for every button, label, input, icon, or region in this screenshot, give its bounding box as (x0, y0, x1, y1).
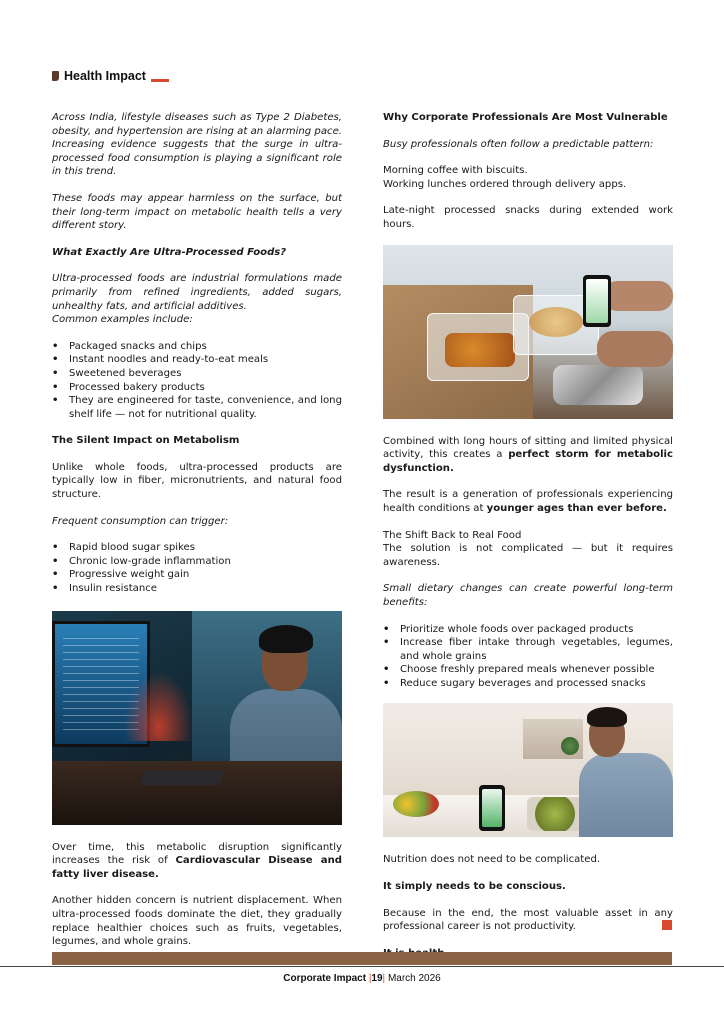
issue-date: March 2026 (387, 973, 441, 984)
section-header (52, 66, 169, 86)
list-item: • They are engineered for taste, convenience, and long shelf life — not for nutritional quality. (69, 394, 342, 421)
upf-definition: Ultra-processed foods are industrial formulations made primarily from refined ingredients, added sugars, unhealthy fats, and artificial additives. (52, 273, 342, 312)
harmless-paragraph: These foods may appear harmless on the surface, but their long-term impact on metabolic health tells a very different story. (52, 192, 342, 232)
section-underline (151, 79, 169, 82)
left-column (52, 111, 342, 962)
section-marker-icon (52, 71, 59, 81)
triggers-intro: Frequent consumption can trigger: (52, 515, 229, 527)
list-item: • Chronic low-grade inflammation (69, 555, 342, 569)
list-item: • Sweetened beverages (69, 367, 342, 381)
healthy-meal-photo (383, 703, 673, 837)
metabolism-heading: The Silent Impact on Metabolism (52, 435, 240, 447)
list-item: • Reduce sugary beverages and processed snacks (400, 677, 673, 691)
right-column (383, 111, 673, 973)
pattern-intro: Busy professionals often follow a predictable pattern: (383, 138, 654, 150)
list-item: • Insulin resistance (69, 582, 342, 596)
list-item: • Instant noodles and ready-to-eat meals (69, 353, 342, 367)
footer-rule (0, 966, 724, 967)
whole-foods-paragraph: Unlike whole foods, ultra-processed products are typically low in fiber, micronutrients, and natural food structure. (52, 461, 342, 501)
list-item: • Progressive weight gain (69, 568, 342, 582)
list-item: • Increase fiber intake through vegetables, legumes, and whole grains (400, 636, 673, 663)
triggers-list (52, 541, 342, 595)
conscious-line: It simply needs to be conscious. (383, 881, 566, 893)
list-item: • Choose freshly prepared meals whenever possible (400, 663, 673, 677)
displacement-paragraph: Another hidden concern is nutrient displacement. When ultra-processed foods dominate the diet, they gradually replace healthier choices such as fruits, vegetables, legumes, and whole grains. (52, 895, 342, 948)
publication-name: Corporate Impact (283, 973, 367, 984)
upf-heading: What Exactly Are Ultra-Processed Foods? (52, 246, 287, 258)
pattern-lines: Morning coffee with biscuits. Working lunches ordered through delivery apps. (383, 165, 627, 190)
list-item: • Packaged snacks and chips (69, 340, 342, 354)
list-item: • Prioritize whole foods over packaged products (400, 623, 673, 637)
intro-paragraph: Across India, lifestyle diseases such as Type 2 Diabetes, obesity, and hypertension are rising at an alarming pace. Increasing evidence suggests that the surge in ultra-processed food consumption is playing a significant role in this trend. (52, 112, 342, 178)
shift-heading: The Shift Back to Real Food (383, 529, 522, 541)
section-title: Health Impact (64, 69, 146, 83)
list-item: • Processed bakery products (69, 381, 342, 395)
asset-paragraph: Because in the end, the most valuable asset in any professional career is not productivity. (383, 907, 673, 933)
vulnerable-heading: Why Corporate Professionals Are Most Vulnerable (383, 112, 668, 123)
end-mark (662, 920, 672, 930)
late-night-line: Late-night processed snacks during extended work hours. (383, 205, 673, 230)
examples-intro: Common examples include: (52, 314, 193, 326)
footer-band (52, 952, 672, 965)
perfect-storm-paragraph: Combined with long hours of sitting and limited physical activity, this creates a perfect storm for metabolic dysfunction. (383, 435, 673, 474)
takeaway-food-photo (383, 245, 673, 419)
disruption-paragraph: Over time, this metabolic disruption significantly increases the risk of Cardiovascular Disease and fatty liver disease. (52, 841, 342, 880)
list-item: • Rapid blood sugar spikes (69, 541, 342, 555)
examples-list (52, 340, 342, 422)
nutrition-line: Nutrition does not need to be complicated. (383, 854, 601, 866)
younger-ages-paragraph: The result is a generation of professionals experiencing health conditions at younger ages than ever before. (383, 489, 673, 514)
analyst-workstation-photo (52, 611, 342, 825)
page-number: 19 (371, 973, 383, 984)
page-footer: Corporate Impact |19| March 2026 (283, 973, 441, 984)
benefits-intro: Small dietary changes can create powerful long-term benefits: (383, 583, 673, 608)
shift-paragraph: The Shift Back to Real Food The solution is not complicated — but it requires awareness. (383, 529, 673, 568)
benefits-list (383, 623, 673, 691)
